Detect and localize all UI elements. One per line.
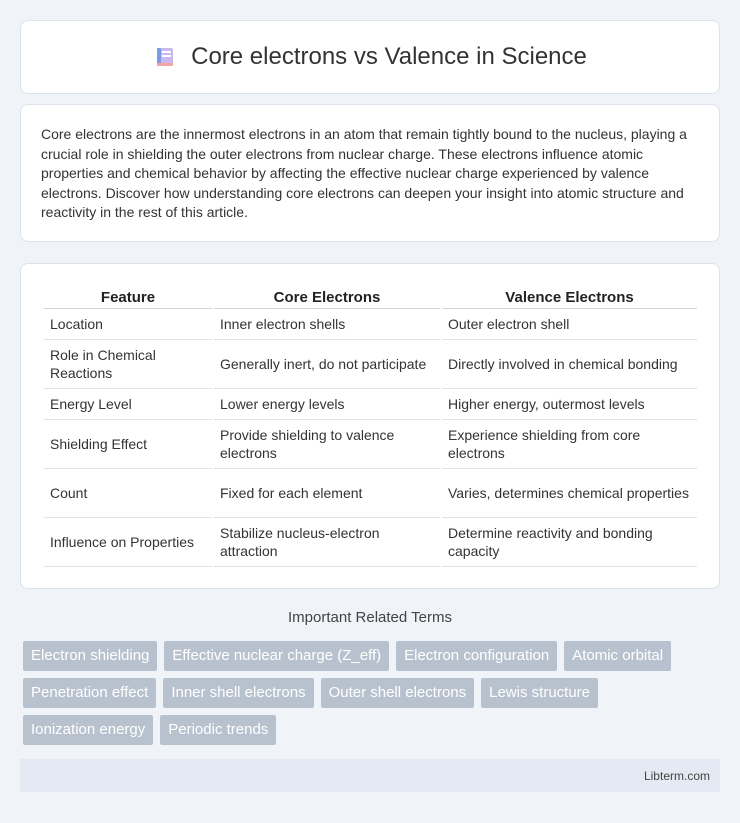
column-header: Valence Electrons — [442, 286, 697, 309]
table-cell: Lower energy levels — [214, 389, 440, 420]
footer — [20, 759, 720, 792]
tag-inner-shell-electrons[interactable]: Inner shell electrons — [163, 678, 313, 708]
column-header: Core Electrons — [214, 286, 440, 309]
tag-penetration-effect[interactable]: Penetration effect — [23, 678, 156, 708]
table-cell: Role in Chemical Reactions — [44, 340, 212, 389]
header-card — [20, 20, 720, 94]
tag-effective-nuclear-charge[interactable]: Effective nuclear charge (Z_eff) — [164, 641, 389, 671]
tag-electron-configuration[interactable]: Electron configuration — [396, 641, 557, 671]
tag-outer-shell-electrons[interactable]: Outer shell electrons — [321, 678, 475, 708]
related-tags — [23, 641, 723, 745]
table-cell: Experience shielding from core electrons — [442, 420, 697, 469]
tag-electron-shielding[interactable]: Electron shielding — [23, 641, 157, 671]
table-row — [44, 518, 697, 567]
book-icon — [153, 45, 177, 69]
table-cell: Outer electron shell — [442, 309, 697, 340]
table-cell: Provide shielding to valence electrons — [214, 420, 440, 469]
table-cell: Stabilize nucleus-electron attraction — [214, 518, 440, 567]
table-cell: Varies, determines chemical properties — [442, 469, 697, 518]
table-cell: Determine reactivity and bonding capacity — [442, 518, 697, 567]
table-row — [44, 469, 697, 518]
intro-card — [20, 104, 720, 242]
tag-periodic-trends[interactable]: Periodic trends — [160, 715, 276, 745]
tag-lewis-structure[interactable]: Lewis structure — [481, 678, 598, 708]
table-cell: Higher energy, outermost levels — [442, 389, 697, 420]
comparison-table-card — [20, 263, 720, 589]
table-row — [44, 340, 697, 389]
table-cell: Location — [44, 309, 212, 340]
table-cell: Generally inert, do not participate — [214, 340, 440, 389]
table-cell: Directly involved in chemical bonding — [442, 340, 697, 389]
title-wrap — [153, 43, 587, 71]
footer-site-link[interactable]: Libterm.com — [643, 768, 710, 783]
table-cell: Inner electron shells — [214, 309, 440, 340]
table-row — [44, 309, 697, 340]
table-row — [44, 420, 697, 469]
table-cell: Count — [44, 469, 212, 518]
table-cell: Shielding Effect — [44, 420, 212, 469]
column-header: Feature — [44, 286, 212, 309]
tag-ionization-energy[interactable]: Ionization energy — [23, 715, 153, 745]
table-header-row — [44, 286, 697, 309]
related-terms-title: Important Related Terms — [288, 609, 452, 626]
page-title: Core electrons vs Valence in Science — [191, 43, 587, 70]
table-row — [44, 389, 697, 420]
comparison-table — [42, 286, 699, 567]
table-cell: Influence on Properties — [44, 518, 212, 567]
table-cell: Fixed for each element — [214, 469, 440, 518]
table-cell: Energy Level — [44, 389, 212, 420]
tag-atomic-orbital[interactable]: Atomic orbital — [564, 641, 671, 671]
intro-text: Core electrons are the innermost electrons in an atom that remain tightly bound to the nucleus, playing a crucial role in shielding the outer electrons from nuclear charge. These electrons influence atomic properties and chemical behavior by affecting the effective nuclear charge experienced by valence electrons. Discover how understanding core electrons can deepen your insight into atomic structure and reactivity in the rest of this article. — [41, 126, 687, 220]
